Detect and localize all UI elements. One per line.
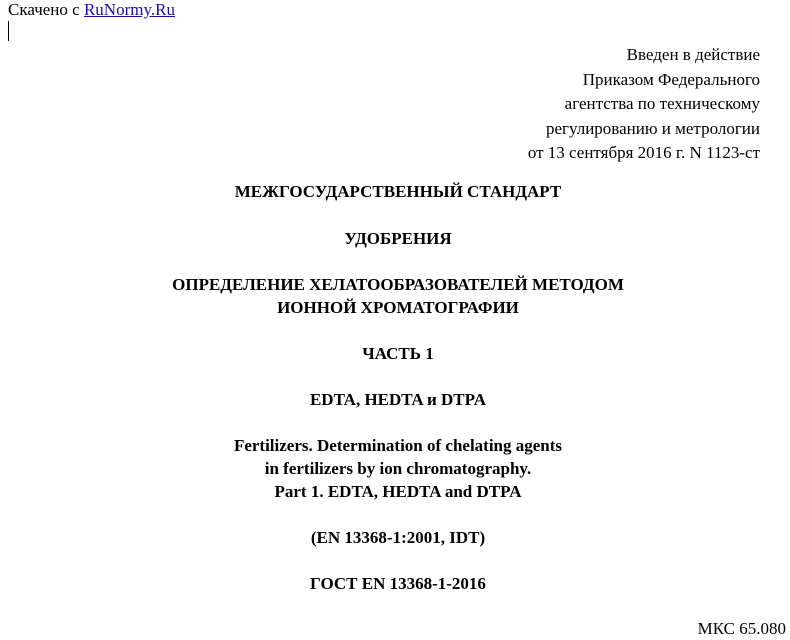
adoption-line: Введен в действие xyxy=(626,45,760,64)
title-english-line: in fertilizers by ion chromatography. xyxy=(264,459,532,478)
adoption-line: регулированию и метрологии xyxy=(545,118,760,138)
title-english-line: Part 1. EDTA, HEDTA and DTPA xyxy=(274,482,522,501)
adoption-notice xyxy=(528,43,760,166)
mks-code: МКС 65.080 xyxy=(697,619,786,638)
title-english xyxy=(0,434,790,503)
adoption-line: Приказом Федерального xyxy=(582,69,760,89)
source-line xyxy=(8,0,175,20)
title-russian-line: ОПРЕДЕЛЕНИЕ ХЕЛАТООБРАЗОВАТЕЛЕЙ МЕТОДОМ xyxy=(172,275,624,294)
title-russian xyxy=(0,273,790,319)
part-label: ЧАСТЬ 1 xyxy=(362,344,434,363)
adoption-line: от 13 сентября 2016 г. N 1123-ст xyxy=(527,143,760,162)
title-russian-line: ИОННОЙ ХРОМАТОГРАФИИ xyxy=(277,298,519,317)
adoption-line: агентства по техническому xyxy=(564,94,760,113)
equivalence-note: (EN 13368-1:2001, IDT) xyxy=(310,528,486,547)
standard-designation: ГОСТ EN 13368-1-2016 xyxy=(310,574,486,593)
chelating-agents: EDTA, HEDTA и DTPA xyxy=(309,390,487,409)
standard-subject: УДОБРЕНИЯ xyxy=(344,229,452,248)
standard-type: МЕЖГОСУДАРСТВЕННЫЙ СТАНДАРТ xyxy=(234,182,562,201)
source-link[interactable]: RuNormy.Ru xyxy=(83,0,175,19)
source-prefix: Скачено с xyxy=(8,0,84,19)
text-cursor xyxy=(8,21,9,41)
title-english-line: Fertilizers. Determination of chelating agents xyxy=(233,436,563,455)
